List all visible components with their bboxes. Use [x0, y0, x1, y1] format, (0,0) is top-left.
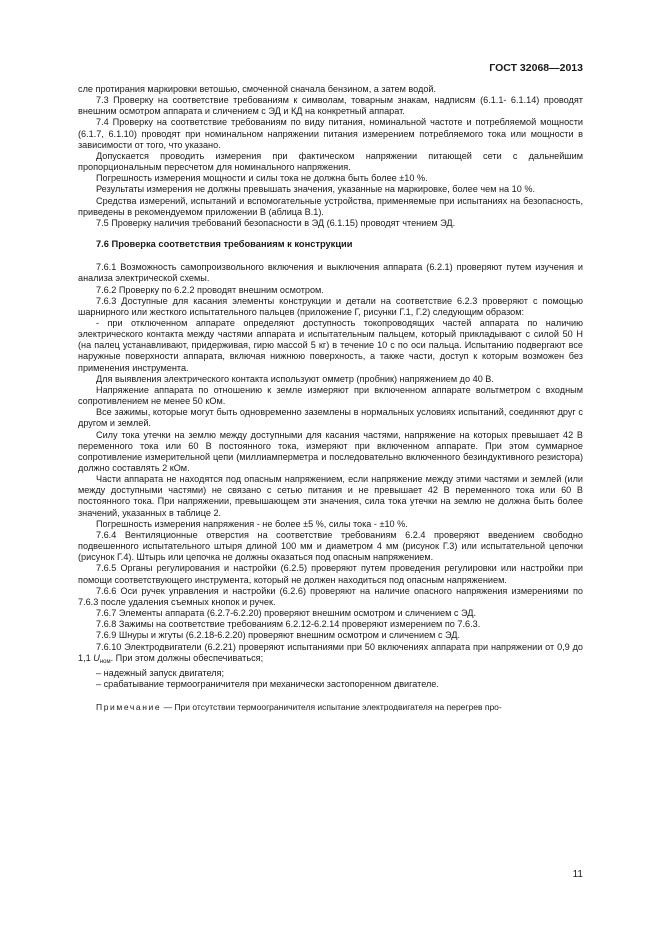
paragraph-text: . При этом должны обеспечиваться;	[110, 652, 264, 663]
paragraph: 7.6.9 Шнуры и жгуты (6.2.18-6.2.20) проверяют внешним осмотром и сличением с ЭД.	[96, 630, 461, 641]
dash-item: – надежный запуск двигателя;	[96, 667, 225, 678]
paragraph: сле протирания маркировки ветошью, смоченной сначала бензином, а затем водой.	[78, 84, 437, 94]
dash-item: – срабатывание термоограничителя при механически застопоренном двигателе.	[96, 678, 439, 689]
paragraph: 7.4 Проверку на соответствие требованиям по виду питания, номинальной частоте и потребляемой мощности (6.1.7, 6.1.10) проводят при номинальном напряжении питания измерением потребляемого тока или мощности в зависимости от того, что указано.	[78, 117, 583, 150]
paragraph: 7.6.3 Доступные для касания элементы конструкции и детали на соответствие 6.2.3 проверяют с помощью шарнирного или жесткого испытательного пальцев (приложение Г, рисунки Г.1, Г.2) следующим образом:	[78, 295, 583, 317]
section-heading: 7.6 Проверка соответствия требованиям к конструкции	[96, 239, 353, 250]
voltage-symbol: U	[93, 652, 100, 663]
page-body	[78, 84, 583, 713]
paragraph: 7.5 Проверку наличия требований безопасности в ЭД (6.1.15) проводят чтением ЭД.	[96, 217, 456, 228]
standard-header: ГОСТ 32068—2013	[489, 62, 583, 74]
paragraph: 7.3 Проверку на соответствие требованиям к символам, товарным знакам, надписям (6.1.1- 6.1.14) проводят внешним осмотром аппарата и сличением с ЭД и КД на конкретный аппарат.	[78, 95, 583, 117]
paragraph: 7.6.1 Возможность самопроизвольного включения и выключения аппарата (6.2.1) проверяют путем изучения и анализа электрической схемы.	[78, 262, 583, 284]
paragraph: 7.6.7 Элементы аппарата (6.2.7-6.2.20) проверяют внешним осмотром и сличением с ЭД.	[96, 608, 476, 619]
paragraph: Все зажимы, которые могут быть одновременно заземлены в нормальных условиях испытаний, соединяют друг с другом и землей.	[78, 407, 583, 429]
paragraph: 7.6.8 Зажимы на соответствие требованиям 6.2.12-6.2.14 проверяют измерением по 7.6.3.	[96, 619, 481, 630]
paragraph-text: 7.6.10 Электродвигатели (6.2.21) проверяют испытаниями при 50 включениях аппарата при напряжении от 0,9 до 1,1	[78, 641, 583, 663]
paragraph: Силу тока утечки на землю между доступными для касания частями, напряжение на которых превышает 42 В переменного тока или 60 В постоянного тока, измеряют при включенном аппарате. При этом суммарное сопротивление измерительной цепи (миллиамперметра и последовательно включенного безиндуктивного резистора) должно составлять 2 кОм.	[78, 429, 583, 473]
voltage-subscript: ном	[99, 658, 111, 665]
paragraph: 7.6.5 Органы регулирования и настройки (6.2.5) проверяют путем проведения регулировки или настройки при помощи соответствующего инструмента, который не должен находиться под опасным напряжением.	[78, 563, 583, 585]
paragraph: - при отключенном аппарате определяют доступность токопроводящих частей аппарата по наличию электрического контакта между частями аппарата и испытательным пальцем, который прикладывают с силой 50 Н (на палец устанавливают, придерживая, гирю массой 5 кг) в течение 10 с по оси пальца. Испытанию подвергают все наружные поверхности аппарата, включая нижнюю поверхность, а также части, доступ к которым возможен без применения инструмента.	[78, 317, 583, 373]
paragraph	[78, 642, 583, 668]
paragraph: 7.6.2 Проверку по 6.2.2 проводят внешним осмотром.	[96, 284, 324, 295]
note	[78, 702, 583, 713]
paragraph: Погрешность измерения мощности и силы тока не должна быть более ±10 %.	[96, 173, 428, 184]
paragraph: 7.6.6 Оси ручек управления и настройки (6.2.6) проверяют на наличие опасного напряжения измерениями по 7.6.3 после удаления съемных кнопок и ручек.	[78, 585, 583, 607]
note-label: Примечание	[96, 702, 162, 713]
paragraph: Допускается проводить измерения при фактическом напряжении питающей сети с дальнейшим пропорциональным пересчетом для номинального напряжения.	[78, 150, 583, 173]
paragraph: Средства измерений, испытаний и вспомогательные устройства, применяемые при испытаниях на безопасность, приведены в рекомендуемом приложении В (аблица В.1).	[78, 195, 583, 217]
paragraph: Погрешность измерения напряжения - не более ±5 %, силы тока - ±10 %.	[96, 518, 408, 529]
paragraph: Результаты измерения не должны превышать значения, указанные на маркировке, более чем на 10 %.	[96, 184, 535, 195]
page-number: 11	[572, 869, 583, 880]
paragraph: 7.6.4 Вентиляционные отверстия на соответствие требованиям 6.2.4 проверяют введением свободно подвешенного испытательного штыря длиной 100 мм и диаметром 4 мм (рисунок Г.3) или испытательной цепочки (рисунок Г.4). Штырь или цепочка не должны оказаться под опасным напряжением.	[78, 529, 583, 563]
note-text: — При отсутствии термоограничителя испытание электродвигателя на перегрев про-	[161, 702, 502, 713]
paragraph: Части аппарата не находятся под опасным напряжением, если напряжение между этими частями и землей (или между доступными частями) не связано с сетью питания и не превышает 42 В переменного тока или 60 В постоянного тока. При напряжении, превышающем эти значения, сила тока утечки на землю не должна быть более значений, указанных в таблице 2.	[78, 474, 583, 518]
paragraph: Напряжение аппарата по отношению к земле измеряют при включенном аппарате вольтметром с входным сопротивлением не менее 50 кОм.	[78, 384, 583, 407]
paragraph: Для выявления электрического контакта используют омметр (пробник) напряжением до 40 В.	[96, 373, 494, 384]
